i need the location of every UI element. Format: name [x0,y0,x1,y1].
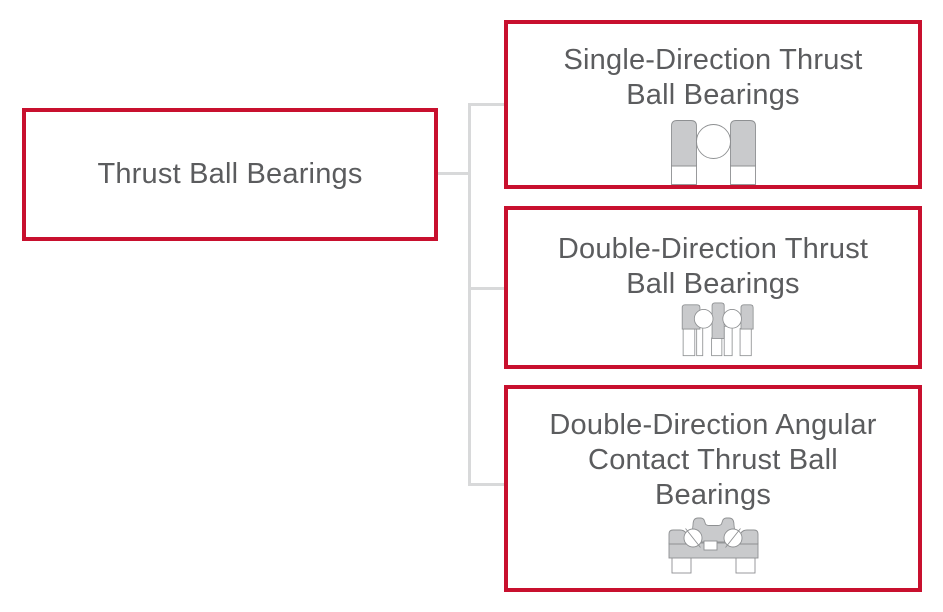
housing-washer [741,305,753,329]
washer-leg [672,165,697,185]
node-label-line: Double-Direction Thrust [557,233,869,265]
connector-vertical-bus [468,103,471,486]
node-label-line: Bearings [654,479,772,511]
cage-leg [697,326,703,355]
node-label-line: Ball Bearings [626,79,800,111]
washer-leg [740,329,751,356]
connector-root-trunk [438,172,470,175]
center-notch [704,541,717,550]
connector-stub-double-direction [470,287,504,290]
node-double-direction-thrust-ball-bearings[interactable] [504,206,922,369]
washer-leg [736,558,755,574]
double-direction-thrust-ball-bearing-icon [669,302,757,358]
node-label-line: Contact Thrust Ball [588,444,838,476]
node-thrust-ball-bearings[interactable] [22,108,438,241]
node-label: Thrust Ball Bearings [97,158,363,190]
node-single-direction-thrust-ball-bearings[interactable] [504,20,922,189]
bearing-ball [723,309,742,328]
node-label-line: Ball Bearings [626,268,800,300]
bearing-ball [697,125,731,159]
node-label-line: Double-Direction Angular [549,409,877,441]
shaft-washer [712,303,724,338]
washer-leg [683,329,695,356]
shaft-washer [672,121,697,167]
washer-leg [712,338,722,356]
bearing-ball [694,309,713,328]
node-label-line: Single-Direction Thrust [563,44,863,76]
single-direction-thrust-ball-bearing-icon [669,119,757,185]
washer-leg [731,165,756,185]
connector-stub-single-direction [470,103,504,106]
washer-leg [672,558,691,574]
double-direction-angular-contact-thrust-ball-bearing-icon [667,515,759,577]
housing-washer [731,121,756,167]
cage-leg [724,326,732,355]
connector-stub-angular-contact [470,483,504,486]
node-double-direction-angular-contact-thrust-ball-bearings[interactable] [504,385,922,592]
